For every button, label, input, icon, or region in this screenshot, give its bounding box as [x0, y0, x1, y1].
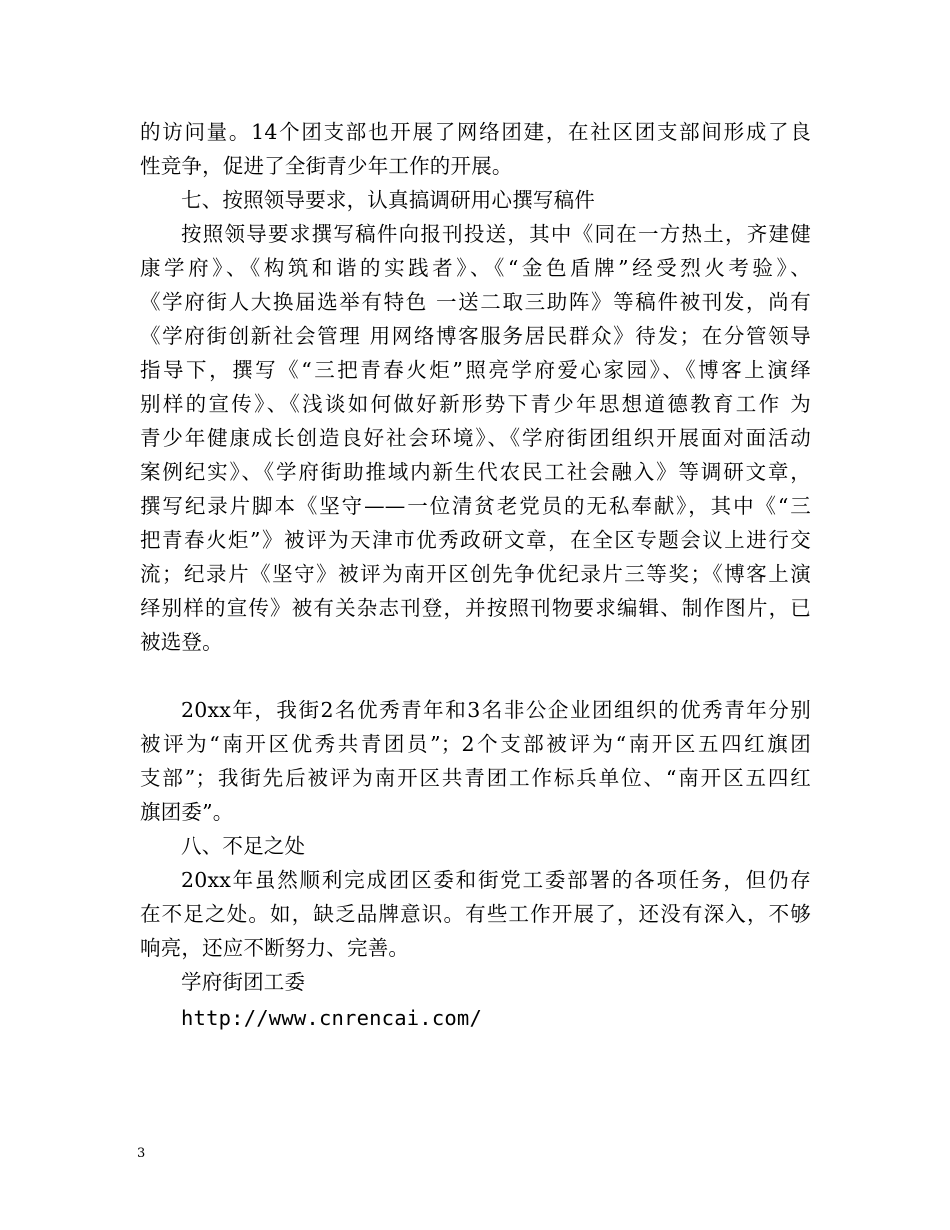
- paragraph-line: 20xx年，我街2名优秀青年和3名非公企业团组织的优秀青年分别: [181, 698, 811, 722]
- paragraph-line: 指导下，撰写《“三把青春火炬”照亮学府爱心家园》、《博客上演绎: [140, 358, 811, 382]
- paragraph-line: 康学府》、《构筑和谐的实践者》、《“金色盾牌”经受烈火考验》、: [140, 256, 811, 280]
- paragraph-line: 旗团委”。: [140, 800, 234, 824]
- url-text: http://www.cnrencai.com/: [181, 1006, 483, 1030]
- paragraph-line: 20xx年虽然顺利完成团区委和街党工委部署的各项任务，但仍存: [181, 868, 811, 892]
- signature-line: 学府街团工委: [181, 970, 306, 994]
- paragraph-line: 支部”；我街先后被评为南开区共青团工作标兵单位、“南开区五四红: [140, 766, 811, 790]
- page-number: 3: [137, 1146, 146, 1161]
- paragraph-line: 性竞争，促进了全街青少年工作的开展。: [140, 154, 513, 178]
- paragraph-line: 被选登。: [140, 630, 223, 654]
- paragraph-line: 被评为“南开区优秀共青团员”；2个支部被评为“南开区五四红旗团: [140, 732, 811, 756]
- section-heading: 八、不足之处: [181, 834, 306, 858]
- paragraph-line: 撰写纪录片脚本《坚守——一位清贫老党员的无私奉献》，其中《“三: [140, 494, 811, 518]
- paragraph-line: 《学府街创新社会管理 用网络博客服务居民群众》待发；在分管领导: [140, 324, 811, 348]
- paragraph-line: 《学府街人大换届选举有特色 一送二取三助阵》等稿件被刊发，尚有: [140, 290, 811, 314]
- paragraph-line: 别样的宣传》、《浅谈如何做好新形势下青少年思想道德教育工作 为: [140, 392, 811, 416]
- paragraph-line: 青少年健康成长创造良好社会环境》、《学府街团组织开展面对面活动: [140, 426, 811, 450]
- paragraph-line: 绎别样的宣传》被有关杂志刊登，并按照刊物要求编辑、制作图片，已: [140, 596, 811, 620]
- paragraph-line: 在不足之处。如，缺乏品牌意识。有些工作开展了，还没有深入，不够: [140, 902, 811, 926]
- paragraph-line: 的访问量。14个团支部也开展了网络团建，在社区团支部间形成了良: [140, 120, 811, 144]
- paragraph-line: 案例纪实》、《学府街助推域内新生代农民工社会融入》等调研文章，: [140, 460, 811, 484]
- paragraph-line: 按照领导要求撰写稿件向报刊投送，其中《同在一方热土，齐建健: [181, 222, 811, 246]
- section-heading: 七、按照领导要求，认真搞调研用心撰写稿件: [181, 188, 595, 212]
- paragraph-line: 响亮，还应不断努力、完善。: [140, 936, 410, 960]
- paragraph-line: 流；纪录片《坚守》被评为南开区创先争优纪录片三等奖；《博客上演: [140, 562, 811, 586]
- paragraph-line: 把青春火炬”》被评为天津市优秀政研文章，在全区专题会议上进行交: [140, 528, 811, 552]
